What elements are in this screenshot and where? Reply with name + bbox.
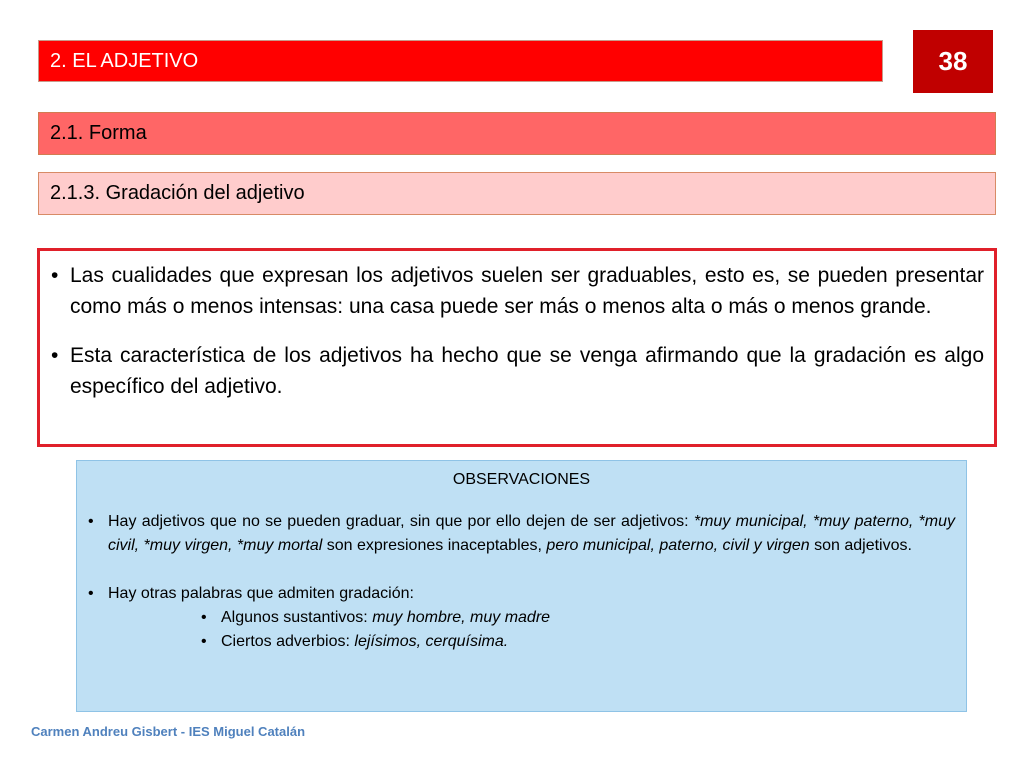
bullet-icon: • (51, 344, 59, 367)
main-bullet (50, 340, 984, 402)
page-number-box (913, 30, 993, 93)
observation-item (88, 582, 955, 606)
bullet-icon: • (88, 513, 94, 530)
subsection-title: 2.1. Forma (50, 122, 147, 144)
page-number: 38 (938, 46, 968, 76)
sub-item-examples: muy hombre, muy madre (372, 609, 551, 626)
subsubsection-title: 2.1.3. Gradación del adjetivo (50, 182, 305, 204)
sub-item-examples: lejísimos, cerquísima. (354, 633, 509, 650)
subsubsection-bar (38, 172, 996, 215)
footer-author: Carmen Andreu Gisbert - IES Miguel Catalán (31, 724, 306, 739)
observation-text: Hay otras palabras que admiten gradación: (108, 585, 414, 602)
main-bullet (50, 260, 984, 322)
bullet-icon: • (88, 585, 94, 602)
observation-example: pero municipal, paterno, civil y virgen (546, 537, 810, 554)
observation-text: Hay adjetivos que no se pueden graduar, sin que por ello dejen de ser adjetivos: (108, 513, 694, 530)
bullet-icon: • (51, 264, 59, 287)
bullet-icon: • (201, 633, 207, 650)
subsection-bar (38, 112, 996, 155)
bullet-icon: • (201, 609, 207, 626)
main-bullet-text: Esta característica de los adjetivos ha hecho que se venga afirmando que la gradación es algo específico del adjetivo. (70, 344, 984, 398)
observations-title: OBSERVACIONES (452, 471, 591, 488)
observations-box (76, 460, 967, 712)
section-title: 2. EL ADJETIVO (50, 49, 199, 72)
sub-item-label: Ciertos adverbios: (221, 633, 355, 650)
observation-item (88, 510, 955, 558)
observation-sub-item (88, 630, 955, 654)
observation-example: *muy municipal, *muy paterno, *muy civil, *muy virgen, *muy mortal (108, 513, 955, 554)
section-title-bar (38, 40, 883, 82)
sub-item-label: Algunos sustantivos: (221, 609, 373, 626)
main-bullet-text: Las cualidades que expresan los adjetivos suelen ser graduables, esto es, se pueden presentar como más o menos intensas: una casa puede ser más o menos alta o más o menos grande. (70, 264, 984, 318)
observation-text: son adjetivos. (809, 537, 912, 554)
main-content-box (37, 248, 997, 447)
observation-sub-item (88, 606, 955, 630)
observation-text: son expresiones inaceptables, (322, 537, 547, 554)
